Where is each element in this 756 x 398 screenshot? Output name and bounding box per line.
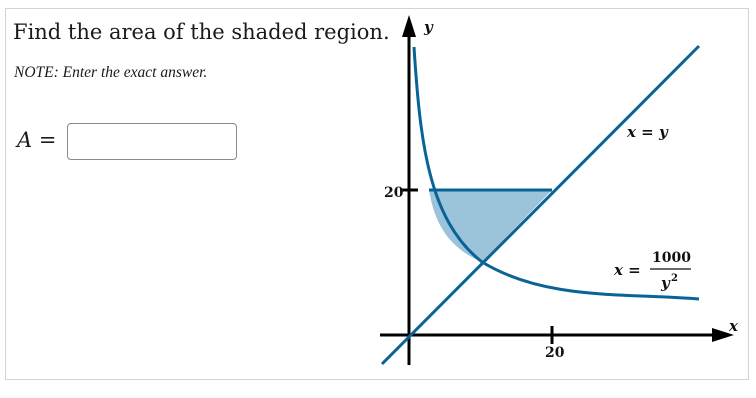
answer-equals-sign: = — [38, 128, 57, 152]
y-axis-arrow — [402, 15, 416, 37]
question-text: Find the area of the shaded region. — [13, 20, 390, 44]
curve-equation-lhs: x = — [614, 261, 641, 279]
shaded-region — [429, 190, 552, 262]
curve-numerator: 1000 — [652, 250, 691, 266]
line-x-equals-y — [382, 46, 699, 364]
y-tick-label: 20 — [384, 185, 404, 201]
curve-denominator-base: y — [661, 274, 670, 292]
line-equation-label: x = y — [627, 123, 668, 141]
curve-denominator-exponent: 2 — [671, 273, 678, 284]
y-axis-label: y — [424, 18, 433, 36]
x-axis-label: x — [729, 317, 738, 335]
answer-note: NOTE: Enter the exact answer. — [14, 64, 208, 81]
x-tick-label: 20 — [545, 345, 565, 361]
answer-variable: A — [17, 128, 33, 152]
